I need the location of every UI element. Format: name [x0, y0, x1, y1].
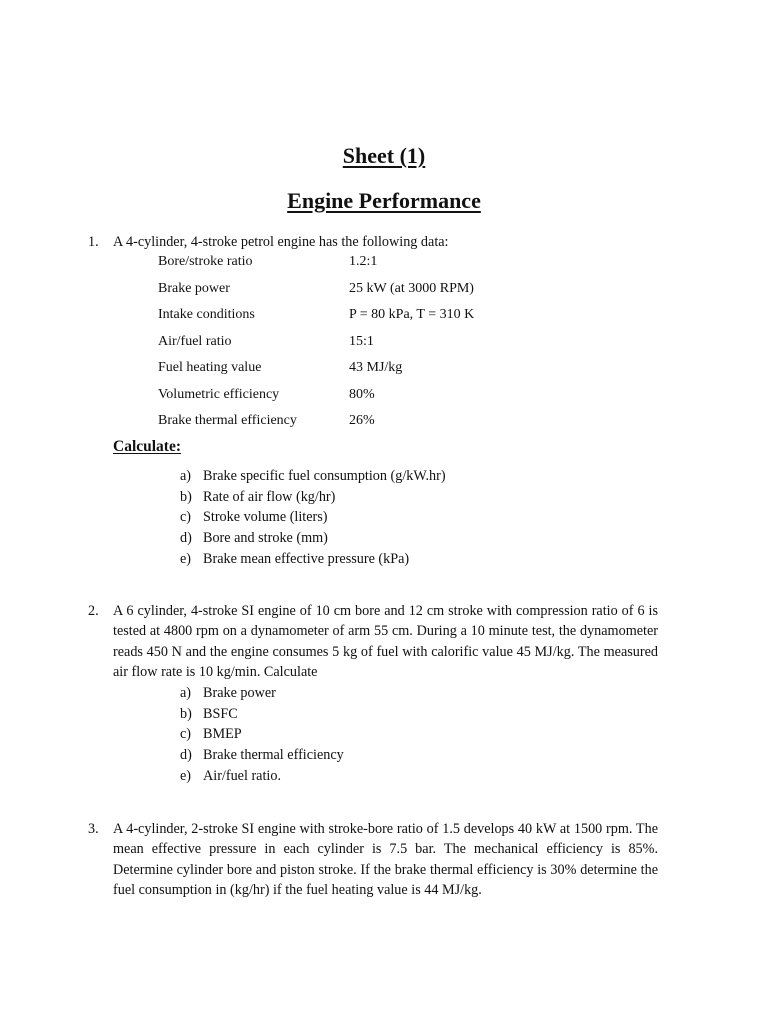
- data-label: Air/fuel ratio: [158, 334, 232, 349]
- question-3: [88, 819, 658, 901]
- question-text: A 6 cylinder, 4-stroke SI engine of 10 cm bore and 12 cm stroke with compression ratio of 6 is tested at 4800 rpm on a dynamometer of arm 55 cm. During a 10 minute test, the dynamometer reads 450 N and the engine consumes 5 kg of fuel with calorific value 45 MJ/kg. The measured air flow rate is 10 kg/min. Calculate: [113, 603, 658, 681]
- item-text: Brake mean effective pressure (kPa): [203, 550, 410, 567]
- sheet-title: Sheet (1): [342, 143, 426, 168]
- item-text: BSFC: [203, 705, 238, 722]
- question-number: 3.: [88, 821, 99, 837]
- question-1: [88, 232, 658, 252]
- data-label: Intake conditions: [158, 307, 255, 322]
- item-text: Bore and stroke (mm): [203, 530, 328, 547]
- data-label: Bore/stroke ratio: [158, 254, 253, 269]
- item-letter: a): [180, 468, 192, 484]
- item-letter: e): [180, 767, 192, 784]
- subject-title: Engine Performance: [287, 188, 481, 213]
- item-text: Air/fuel ratio.: [203, 767, 282, 784]
- calculate-heading: Calculate:: [113, 438, 182, 455]
- data-value: 15:1: [349, 334, 374, 349]
- item-text: BMEP: [203, 726, 242, 743]
- question-text: A 4-cylinder, 2-stroke SI engine with stroke-bore ratio of 1.5 develops 40 kW at 1500 rpm. The mean effective pressure in each cylinder is 7.5 bar. The mechanical efficiency is 85%. Determine cylinder bore and piston stroke. If the brake thermal efficiency is 30% determine the fuel consumption in (kg/hr) if the fuel heating value is 44 MJ/kg.: [113, 821, 658, 899]
- question-number: 1.: [88, 234, 99, 250]
- data-label: Brake thermal efficiency: [158, 413, 297, 428]
- data-label: Volumetric efficiency: [158, 387, 280, 402]
- data-value: 80%: [349, 387, 375, 402]
- item-text: Brake power: [203, 685, 276, 701]
- item-letter: b): [180, 705, 192, 722]
- data-label: Brake power: [158, 281, 230, 296]
- question-2: [88, 601, 658, 683]
- data-value: 43 MJ/kg: [349, 360, 403, 375]
- item-letter: b): [180, 488, 192, 505]
- item-letter: c): [180, 726, 192, 743]
- question-number: 2.: [88, 603, 99, 619]
- item-letter: e): [180, 550, 192, 567]
- data-value: 1.2:1: [349, 254, 378, 269]
- item-text: Brake specific fuel consumption (g/kW.hr): [203, 468, 446, 484]
- item-text: Rate of air flow (kg/hr): [203, 488, 336, 505]
- item-text: Brake thermal efficiency: [203, 747, 344, 764]
- item-text: Stroke volume (liters): [203, 509, 328, 526]
- data-value: P = 80 kPa, T = 310 K: [349, 307, 475, 322]
- item-letter: d): [180, 747, 192, 764]
- item-letter: a): [180, 685, 192, 701]
- data-value: 25 kW (at 3000 RPM): [349, 281, 474, 296]
- data-label: Fuel heating value: [158, 360, 262, 375]
- item-letter: c): [180, 509, 192, 526]
- data-value: 26%: [349, 413, 375, 428]
- question-intro: A 4-cylinder, 4-stroke petrol engine has the following data:: [113, 234, 449, 250]
- item-letter: d): [180, 530, 192, 547]
